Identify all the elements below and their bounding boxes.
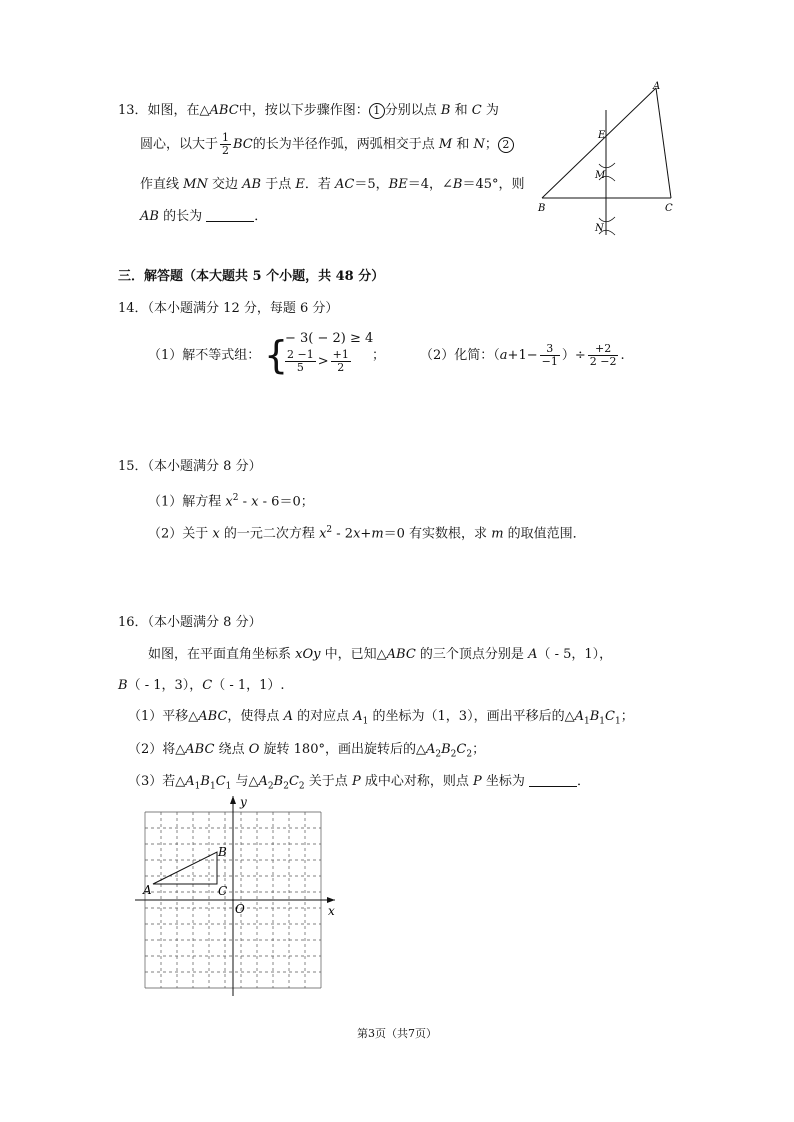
answer-blank-q13[interactable]	[206, 207, 254, 222]
inequality-2: $\frac{2 -1}{5}$ > $\frac{+1}{2}$	[287, 348, 349, 374]
label-origin: O	[235, 902, 245, 916]
q15-part-2: （2）关于 x 的一元二次方程 $x^2 - 2x+m=0$ 有实数根，求 m 的取值范围．	[148, 525, 586, 542]
y-axis-arrow	[230, 796, 236, 804]
q16-intro-line-2: B（ - 1，3），C（ - 1，1）.	[118, 678, 285, 693]
y-axis-label: y	[240, 795, 247, 809]
answer-blank-q16[interactable]	[529, 772, 577, 787]
label-a: A	[143, 883, 152, 897]
q13-line-2: 圆心，以大于 $\frac{1}{2}$ BC的长为半径作弧，两弧相交于点 M 和 N； 2	[140, 132, 514, 157]
q13-line-1: 13．如图，在△ABC中，按以下步骤作图： 1 分别以点 B 和 C 为	[118, 103, 499, 118]
label-b: B	[538, 203, 546, 214]
coordinate-grid	[130, 792, 350, 1002]
label-m: M	[595, 170, 606, 181]
triangle-abc	[153, 852, 217, 884]
q13-line-4: AB 的长为 ．	[140, 209, 268, 224]
label-b: B	[218, 845, 227, 859]
page-footer: 第3页（共7页）	[357, 1027, 437, 1040]
x-axis-arrow	[327, 897, 335, 903]
label-a: A	[653, 81, 661, 92]
fraction-half: $\frac{1}{2}$	[222, 131, 230, 157]
label-c: C	[218, 884, 228, 898]
q16-part-3: （3）若$\triangle A_1B_1C_1$ 与$\triangle A_2B_2C_2$ 关于点 P 成中心对称，则点 P 坐标为 ．	[128, 774, 591, 792]
inequality-1: − 3( − 2) ≥ 4	[285, 331, 374, 346]
q13-triangle-figure	[535, 80, 695, 245]
q15-heading: 15．（本小题满分 8 分）	[118, 459, 262, 474]
label-e: E	[598, 130, 606, 141]
segment-ac	[656, 88, 671, 198]
step-2-marker: 2	[498, 137, 514, 153]
arc-m-1	[599, 163, 615, 168]
label-c: C	[665, 203, 673, 214]
segment-ba	[542, 88, 656, 198]
label-n: N	[595, 223, 604, 234]
q13-number: 13．	[118, 103, 148, 118]
step-1-marker: 1	[369, 103, 385, 119]
section-3-heading: 三．解答题（本大题共 5 个小题，共 48 分）	[118, 269, 385, 284]
q15-part-1: （1）解方程 $x^2 - x - 6=0$；	[148, 493, 314, 510]
q14-part-1-label: （1）解不等式组：	[148, 348, 261, 363]
q16-intro-line-1: 如图，在平面直角坐标系 xOy 中，已知△ABC 的三个顶点分别是 A（ - 5，1），	[148, 647, 613, 662]
system-brace: {	[264, 333, 289, 377]
q14-part-2: （2）化简：（a+1− $\frac{3}{-1}$ ）÷ $\frac{+2}{2 -2}$ .	[420, 342, 625, 368]
x-axis-label: x	[328, 904, 335, 918]
q13-line-3: 作直线 MN 交边 AB 于点 E．若 AC＝5，BE＝4，∠B＝45°，则	[140, 177, 525, 192]
q14-heading: 14．（本小题满分 12 分，每题 6 分）	[118, 301, 339, 316]
arc-n-1	[599, 217, 615, 222]
q16-part-2: （2）将△ABC 绕点 O 旋转 180°，画出旋转后的$\triangle A_2B_2C_2$；	[128, 742, 486, 760]
q16-heading: 16．（本小题满分 8 分）	[118, 615, 262, 630]
q16-part-1: （1）平移△ABC，使得点 A 的对应点 $A_1$ 的坐标为（1，3），画出平移后的$\triangle A_1B_1C_1$；	[128, 709, 634, 727]
